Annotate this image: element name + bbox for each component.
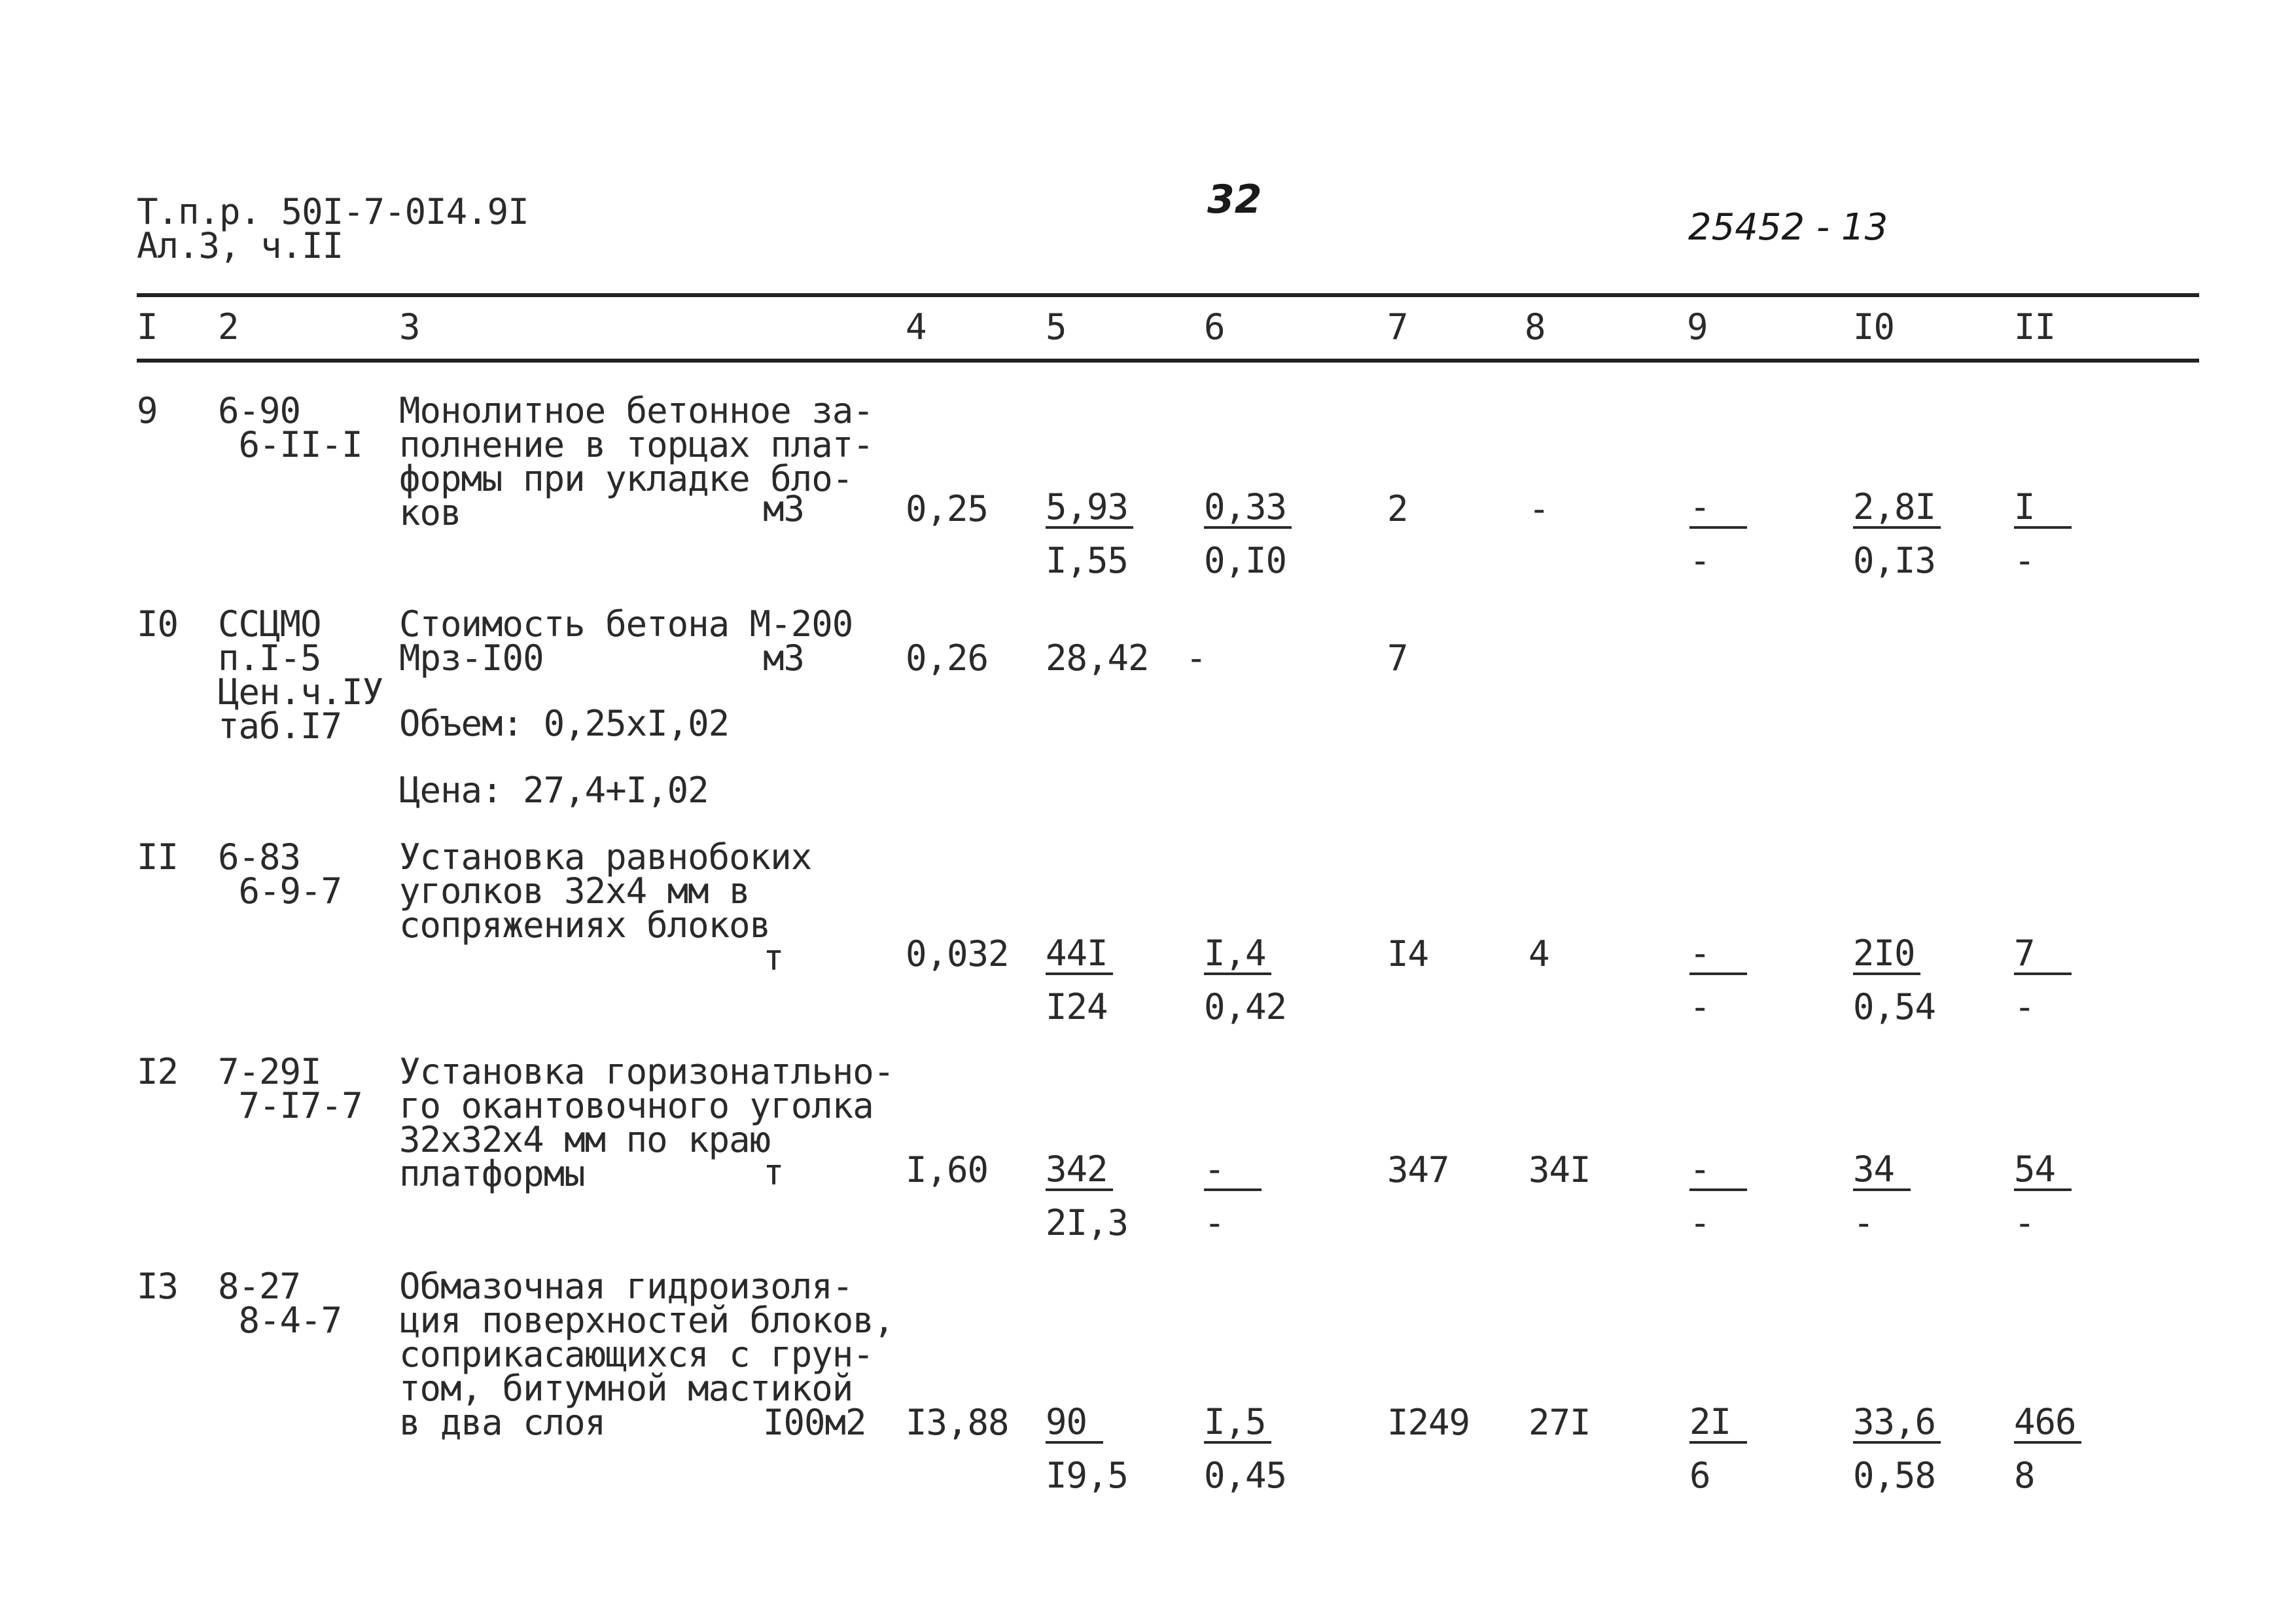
column-header-6: 6 bbox=[1204, 306, 1225, 348]
cell-col6: $\frac{0,33}{0,I0}$ bbox=[1204, 490, 1335, 579]
cell-col5: $\frac{44I}{I24}$ bbox=[1046, 936, 1176, 1025]
row-code: ССЦМО п.I-5 Цен.ч.IУ таб.I7 bbox=[218, 603, 383, 747]
row-description: Монолитное бетонное за- полнение в торцах плат- формы при укладке бло- ков bbox=[399, 390, 874, 533]
page-number: 32 bbox=[1207, 177, 1262, 223]
row-description: Обмазочная гидроизоля- ция поверхностей блоков, соприкасающихся с грун- том, битумной мастикой в два слоя bbox=[399, 1266, 894, 1443]
cell-col10: 34 - bbox=[1853, 1152, 1984, 1241]
cell-col7: 7 bbox=[1387, 637, 1408, 679]
cell-col11: 54 - bbox=[2014, 1152, 2145, 1241]
cell-col5: 28,42 bbox=[1046, 637, 1149, 679]
column-header-2: 2 bbox=[218, 306, 239, 348]
row-code: 6-83 6-9-7 bbox=[218, 836, 342, 912]
row-quantity: 0,25 bbox=[906, 488, 989, 529]
cell-col8: 27I bbox=[1528, 1402, 1591, 1443]
row-code: 8-27 8-4-7 bbox=[218, 1266, 342, 1341]
cell-col9: $\frac{2I}{6}$ bbox=[1689, 1404, 1820, 1493]
row-description: Стоимость бетона М-200 Мрз-I00 bbox=[399, 603, 853, 679]
row-quantity: 0,26 bbox=[906, 637, 989, 679]
row-number: II bbox=[137, 836, 179, 878]
cell-col8: 34I bbox=[1528, 1149, 1591, 1190]
cell-col9: - - bbox=[1689, 936, 1820, 1025]
row-unit: т bbox=[763, 937, 784, 978]
cell-col11: I - bbox=[2014, 490, 2145, 579]
row-code: 7-29I 7-I7-7 bbox=[218, 1051, 362, 1126]
cell-col5: $\frac{90}{I9,5}$ bbox=[1046, 1401, 1129, 1496]
column-header-5: 5 bbox=[1046, 306, 1067, 348]
column-header-1: I bbox=[137, 306, 158, 348]
cell-col9: - - bbox=[1689, 1152, 1820, 1241]
cell-col9: - - bbox=[1689, 490, 1820, 579]
column-header-11: II bbox=[2014, 306, 2056, 348]
document-section: Ал.3, ч.II bbox=[137, 225, 344, 266]
column-header-7: 7 bbox=[1387, 306, 1408, 348]
cell-col5: $\frac{5,93}{I,55}$ bbox=[1046, 490, 1176, 579]
row-quantity: 0,032 bbox=[906, 933, 1009, 974]
price-note: Цена: 27,4+I,02 bbox=[399, 770, 709, 811]
header-bottom-rule bbox=[137, 359, 2199, 363]
row-number: I3 bbox=[137, 1266, 179, 1307]
row-unit: м3 bbox=[763, 488, 805, 529]
cell-col7: I4 bbox=[1387, 933, 1429, 974]
column-header-3: 3 bbox=[399, 306, 420, 348]
row-code: 6-90 6-II-I bbox=[218, 390, 362, 465]
cell-col11: 7 - bbox=[2014, 936, 2145, 1025]
cell-col7: 347 bbox=[1387, 1149, 1449, 1190]
cell-col6: - - bbox=[1204, 1152, 1335, 1241]
document-reference: Т.п.р. 50I-7-0I4.9I bbox=[137, 191, 529, 232]
cell-col10: $\frac{2,8I}{0,I3}$ bbox=[1853, 490, 1984, 579]
cell-col6: $\frac{I,5}{0,45}$ bbox=[1204, 1401, 1287, 1496]
row-quantity: I,60 bbox=[906, 1149, 989, 1190]
column-header-10: I0 bbox=[1853, 306, 1895, 348]
column-header-8: 8 bbox=[1525, 306, 1545, 348]
cell-col10: $\frac{33,6}{0,58}$ bbox=[1853, 1404, 1984, 1493]
archive-number: 25452 - 13 bbox=[1688, 206, 1888, 249]
row-description: Установка горизонатльно- го окантовочного уголка 32х32х4 мм по краю платформы bbox=[399, 1051, 894, 1194]
volume-note: Объем: 0,25хI,02 bbox=[399, 703, 730, 744]
cell-col7: 2 bbox=[1387, 488, 1408, 529]
cell-col6: $\frac{I,4}{0,42}$ bbox=[1204, 933, 1287, 1027]
row-unit: I00м2 bbox=[763, 1402, 866, 1443]
row-number: 9 bbox=[137, 390, 158, 431]
row-unit: т bbox=[763, 1152, 784, 1193]
column-header-9: 9 bbox=[1687, 306, 1708, 348]
cell-col8: - bbox=[1528, 488, 1549, 529]
row-description: Установка равнобоких уголков 32х4 мм в сопряжениях блоков bbox=[399, 836, 812, 946]
cell-col11: $\frac{466}{8}$ bbox=[2014, 1404, 2145, 1493]
row-unit: м3 bbox=[763, 637, 805, 679]
row-number: I0 bbox=[137, 603, 179, 645]
column-header-4: 4 bbox=[906, 306, 927, 348]
row-number: I2 bbox=[137, 1051, 179, 1092]
row-quantity: I3,88 bbox=[906, 1402, 1009, 1443]
cell-col5: $\frac{342}{2I,3}$ bbox=[1046, 1149, 1129, 1243]
cell-col7: I249 bbox=[1387, 1402, 1470, 1443]
cell-col8: 4 bbox=[1528, 933, 1549, 974]
cell-col10: $\frac{2I0}{0,54}$ bbox=[1853, 933, 1936, 1027]
table-top-rule bbox=[137, 293, 2199, 297]
cell-col6: - bbox=[1186, 637, 1207, 679]
